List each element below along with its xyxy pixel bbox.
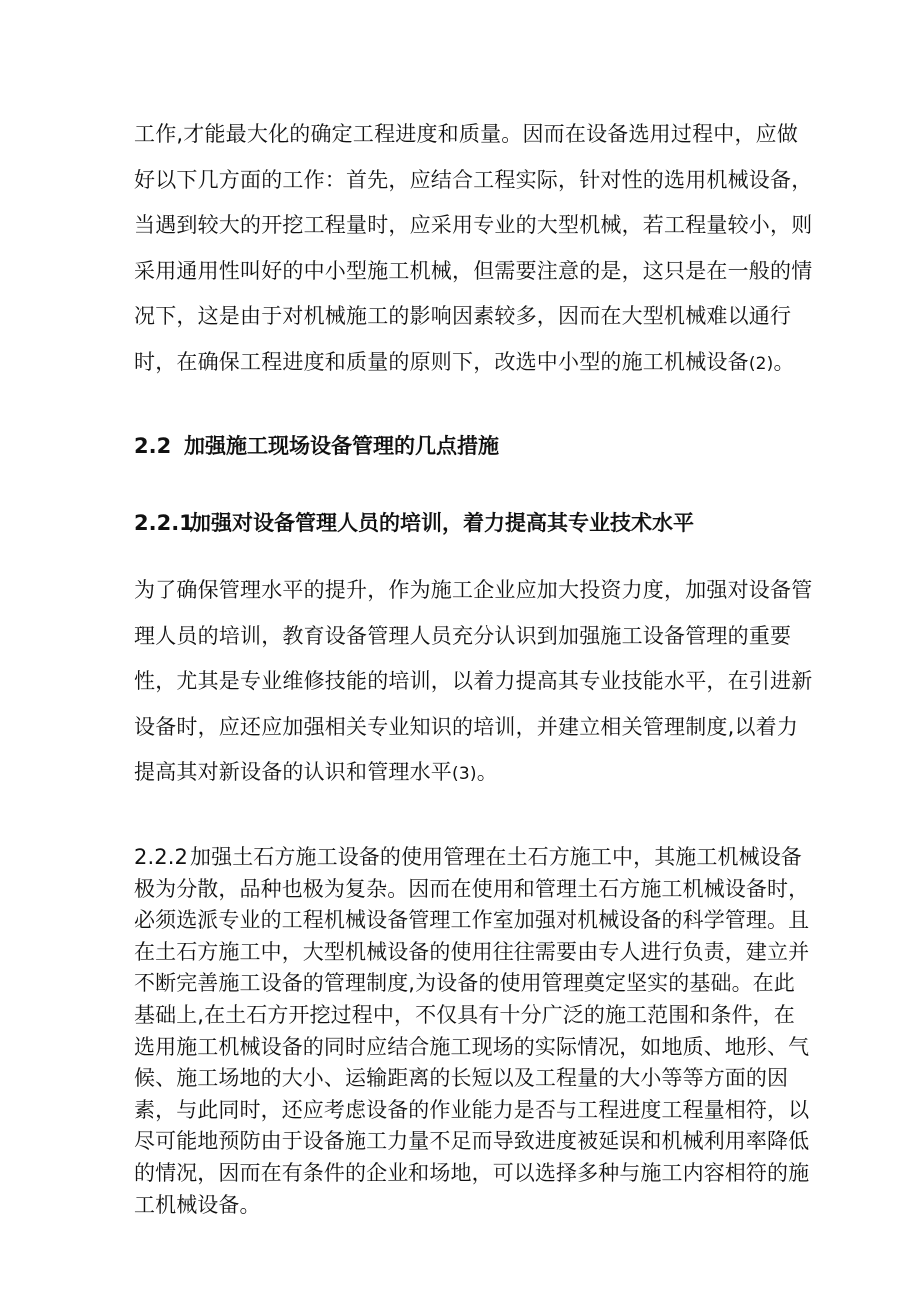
paragraph-earthwork-equipment (134, 842, 814, 1221)
subsection-title: 加强对设备管理人员的培训，着力提高其专业技术水平 (190, 511, 694, 535)
paragraph-text: 为了确保管理水平的提升，作为施工企业应加大投资力度，加强对设备管理人员的培训，教育设备管理人员充分认识到加强施工设备管理的重要性，尤其是专业维修技能的培训，以着力提高其专业技能水平，在引进新设备时，应还应加强相关专业知识的培训，并建立相关管理制度,以着力提高其对新设备的认识和管理水平 (134, 578, 813, 784)
citation-ref: (2) (748, 353, 774, 374)
subsection-number: 2.2.1 (134, 511, 194, 535)
subsection-number: 2.2.2 (134, 845, 188, 869)
paragraph-equipment-selection (134, 112, 814, 387)
paragraph-end: 。 (476, 760, 498, 784)
section-number: 2.2 (134, 434, 172, 458)
paragraph-text: 工作,才能最大化的确定工程进度和质量。因而在设备选用过程中，应做好以下几方面的工作：首先，应结合工程实际，针对性的选用机械设备，当遇到较大的开挖工程量时，应采用专业的大型机械，若工程量较小，则采用通用性叫好的中小型施工机械，但需要注意的是，这只是在一般的情况下，这是由于对机械施工的影响因素较多，因而在大型机械难以通行时，在确保工程进度和质量的原则下，改选中小型的施工机械设备 (134, 122, 813, 374)
section-heading-2-2 (134, 431, 814, 461)
paragraph-end: 。 (773, 349, 795, 374)
subsection-heading-2-2-1 (134, 508, 814, 538)
paragraph-text: 加强土石方施工设备的使用管理在土石方施工中，其施工机械设备极为分散，品种也极为复杂。因而在使用和管理土石方施工机械设备时，必须选派专业的工程机械设备管理工作室加强对机械设备的科学管理。且在土石方施工中，大型机械设备的使用往往需要由专人进行负责，建立并不断完善施工设备的管理制度,为设备的使用管理奠定坚实的基础。在此基础上,在土石方开挖过程中，不仅具有十分广泛的施工范围和条件，在选用施工机械设备的同时应结合施工现场的实际情况，如地质、地形、气候、施工场地的大小、运输距离的长短以及工程量的大小等等方面的因素，与此同时，还应考虑设备的作业能力是否与工程进度工程量相符，以尽可能地预防由于设备施工力量不足而导致进度被延误和机械利用率降低的情况，因而在有条件的企业和场地，可以选择多种与施工内容相符的施工机械设备。 (134, 845, 810, 1217)
section-title: 加强施工现场设备管理的几点措施 (184, 434, 499, 458)
paragraph-staff-training (134, 568, 814, 798)
citation-ref: (3) (452, 764, 477, 784)
